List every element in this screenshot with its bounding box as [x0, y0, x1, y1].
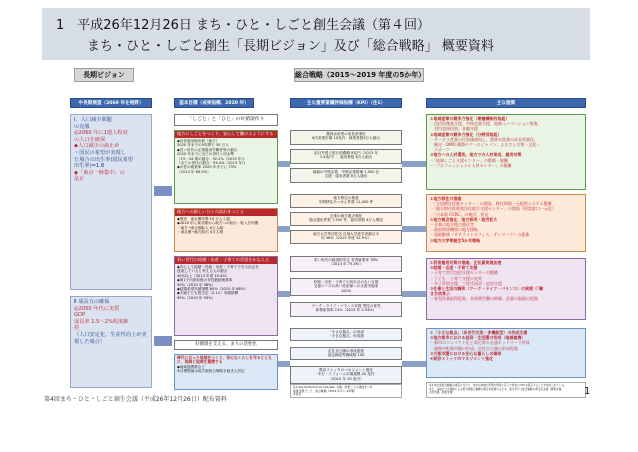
measures-3: ①若者雇用対策の推進、正社員実現加速 ②結婚・出産・子育て支援 ・子育て世代包括支援センターの整備 ・子ども・子育て支援の充実 ・多子世帯支援、三世代同居・近居支援 ③仕事と生活の調和（ワーク・ライフ・バランス）の実現（「働 き方改革」） ・育児休業取得促進、長時間労働の抑制、企業の取組の促進 — [426, 258, 586, 320]
title-band — [42, 8, 590, 60]
strategy-header: 総合戦略（2015～2019 年度の5か年） — [294, 68, 424, 82]
goals-header: 基本目標（成果指標、2020 年） — [174, 98, 254, 108]
vision-part2: Ⅱ 成長力の確保 ◎2050 年代に実質 GDP 成長率 1.5～2%程度維 持 （人口安定化、生産性向上が実 現した場合） — [70, 296, 152, 388]
vision-header: 長期ビジョン — [74, 68, 134, 82]
overview-diagram — [66, 66, 592, 398]
title-line-2: まち・ひと・しごと創生「長期ビジョン」及び「総合戦略」 概要資料 — [87, 39, 494, 54]
kpi-6: 地方大学等活性化 自県大学進学者割合平 均 36%（2013 年度 32.9%） — [290, 230, 402, 244]
measures-header: 主な施策 — [426, 98, 586, 108]
kpi-10: 「小さな拠点」の形成 「小さな拠点」形成数 — [290, 328, 402, 341]
vision-part1: Ⅰ．人口減少問題 の克服 ◎2060 年に1億人程度 の人口を確保 ◆人口減少の歯止め ・国民の希望が実現し た場合の出生率(国民希望 出生率)=1.8 ◆「東京一極集中」の 是正 — [70, 114, 152, 290]
kpi-2: 訪日外国人旅行消費額 8兆円（2013 年 1.4兆円）：雇用者数 8万人創出 — [290, 149, 402, 164]
connector-3 — [278, 291, 290, 297]
vision-sub-header: 中長期展望（2060 年を視野） — [70, 98, 152, 108]
kpi-8: 妊娠・出産・子育ての切れ目のない支援 支援ニーズの高い妊産婦への支援実施率 100% — [290, 278, 402, 296]
connector-6 — [402, 226, 426, 232]
connector-2 — [278, 226, 290, 232]
goal-cycle-box: 「しごと」と「ひと」の好循環作り — [174, 114, 278, 126]
measures-1: ①地域産業の競争力強化（業種横断的取組） ・包括的創業支援、中核企業支援、地域イノベーション推進、 対内直接投資、金融支援 ②地域産業の競争力強化（分野別取組） ・サービス産業の付加価値向上、農林水産業の成長産業化、 観光・DMO 構築やクールジャパン、ふるさと名物・文化・ スポーツ ③地方への人材還流、地方での人材育成、雇用対策 ・「地域しごと支援センター」の整備・稼働 ・「プロフェッショナル人材センター」の稼働 — [426, 114, 586, 190]
kpi-5: 企業の地方拠点強化 拠点強化件数 7,500 件、雇用者数 4万人増加 — [290, 212, 402, 226]
kpi-11: 定住自立圏の形成促進 協定締結等圏域数 140 — [290, 347, 402, 360]
kpi-7: 若い世代の経済的安定 若者就業率 78% （2013 年 75.4%） — [290, 256, 402, 272]
connector-1 — [278, 161, 290, 167]
note-1: 注1 Key Performance Indicator の略。政策ごとの達成すべき 成果目標として、総合戦略（2015 年から 5年間） を設定 — [290, 384, 402, 398]
page-number: 1 — [584, 386, 591, 397]
connector-7 — [402, 291, 426, 297]
connector-5 — [402, 161, 426, 167]
kpi-12: 既存ストックのマネジメント強化 中古・リフォーム市場規模 20 兆円 （2010 年 10 兆円） — [290, 366, 402, 384]
goal-4: 時代に合った地域をつくり、安心なくらしを守るとともに、地域と地域を連携する ◆地域連携数など ※目標数値は地方版総合戦略を踏まえ設定 — [174, 354, 278, 390]
measures-2: ①地方移住の推進 ・「全国移住促進センター」の開設、移住情報一元提供システム整備 ・「地方移住推進集団化総合支援センター」の開設（相談窓口一元化） ・「日本版 CCRC」の検討、普及 ②地方拠点強化、地方採用・就労拡大 ・企業の地方拠点強化等 ・政府関係機関の地方移転 ・遠隔勤務（サテライトオフィス、テレワーク）の促進 ③地方大学等創生5か年戦略 — [426, 194, 586, 252]
goal-2: 地方への新しいひとの流れをつくる ◆現状：東京圏年間 10 万人入超 ◆2020 年に東京圏から地方への転出・転入を均衡 ・地方→東京圏転入 6万人減 ・東京圏→地方転出 4万人増 — [174, 208, 278, 252]
kpi-1: 農林水産業の成長産業化 6次産業市場 10兆円：就業者数5万人創出 — [290, 130, 402, 145]
goal-1: 地方にしごとをつくり、安心して働けるようにする ◆若者雇用創出数（地方） 2020 年までの5年間で 30 万人 ◆若い世代の正規雇用労働者等の割合 2020 年までに全ての世代と同水準 （15～34 歳の割合：92.2%（2013 年）) （全ての世代の割合：93.4%（2013 年）) ◆女性の就業率 2020 年までに 73% （2013 年 69.5%） — [174, 130, 278, 204]
goal-3: 若い世代の結婚・出産・子育ての希望をかなえる ◆安心して結婚・妊娠・出産・子育てできる社会を 達成していると考える人の割合 40%以上（2013 年度 19.4%） ◆第1子出産前後の女性継続就業率 55%（2010 年 38%） ◆結婚希望実績指標 80%（2010 年 68%） ◆夫婦子ども数予定（2.12）実績指標 95%（2010 年 93%） — [174, 256, 278, 336]
kpi-3: 地域の中核企業、中核企業候補 1,000 社 支援：雇用者数 8万人創出 — [290, 168, 402, 183]
connector-8 — [402, 361, 426, 367]
arrow-vision-goals-1 — [154, 186, 172, 196]
kpi-header: 主な重要業績評価指標（KPI）（注1） — [290, 98, 402, 108]
arrow-vision-goals-2 — [154, 336, 172, 346]
connector-4 — [278, 361, 290, 367]
note-2: 注2 地方版総合戦略の策定に当たり、地方は地域の実情や特色に応じた独自の KPI を設定することが求められている。 また、各地方公共団体による地方版総合戦略の策定を促進するため、地方が行う総合戦略の策定を支援（情報支援、 人的支援、財政支援） — [426, 382, 586, 398]
measures-4: ①「小さな拠点」（多世代交流・多機能型）の形成支援 ②地方都市における経済・生活圏の形成（地域連携） ・都市のコンパクト化と周辺等の交通ネットワーク形成 ・連携中枢都市圏の形成、定住自立圏の形成促進 ③大都市圏における安心な暮らしの確保 ④既存ストックのマネジメント強化 — [426, 328, 586, 378]
kpi-4: 地方移住の推進 年間移住あっせん件数 11,000 件 — [290, 194, 402, 208]
goal-bottom-box: 好循環を支える、まちの活性化 — [174, 340, 278, 350]
title-line-1: 1 平成26年12月26日 まち・ひと・しごと創生会議（第４回） — [56, 18, 431, 33]
footer-text: 第4回まち・ひと・しごと創生会議（平成26年12月26日）配布資料 — [44, 396, 227, 403]
kpi-9: ワーク・ライフ・バランス実現 男性の育児 休業取得率 13%（2013 年 2.03%） — [290, 302, 402, 317]
